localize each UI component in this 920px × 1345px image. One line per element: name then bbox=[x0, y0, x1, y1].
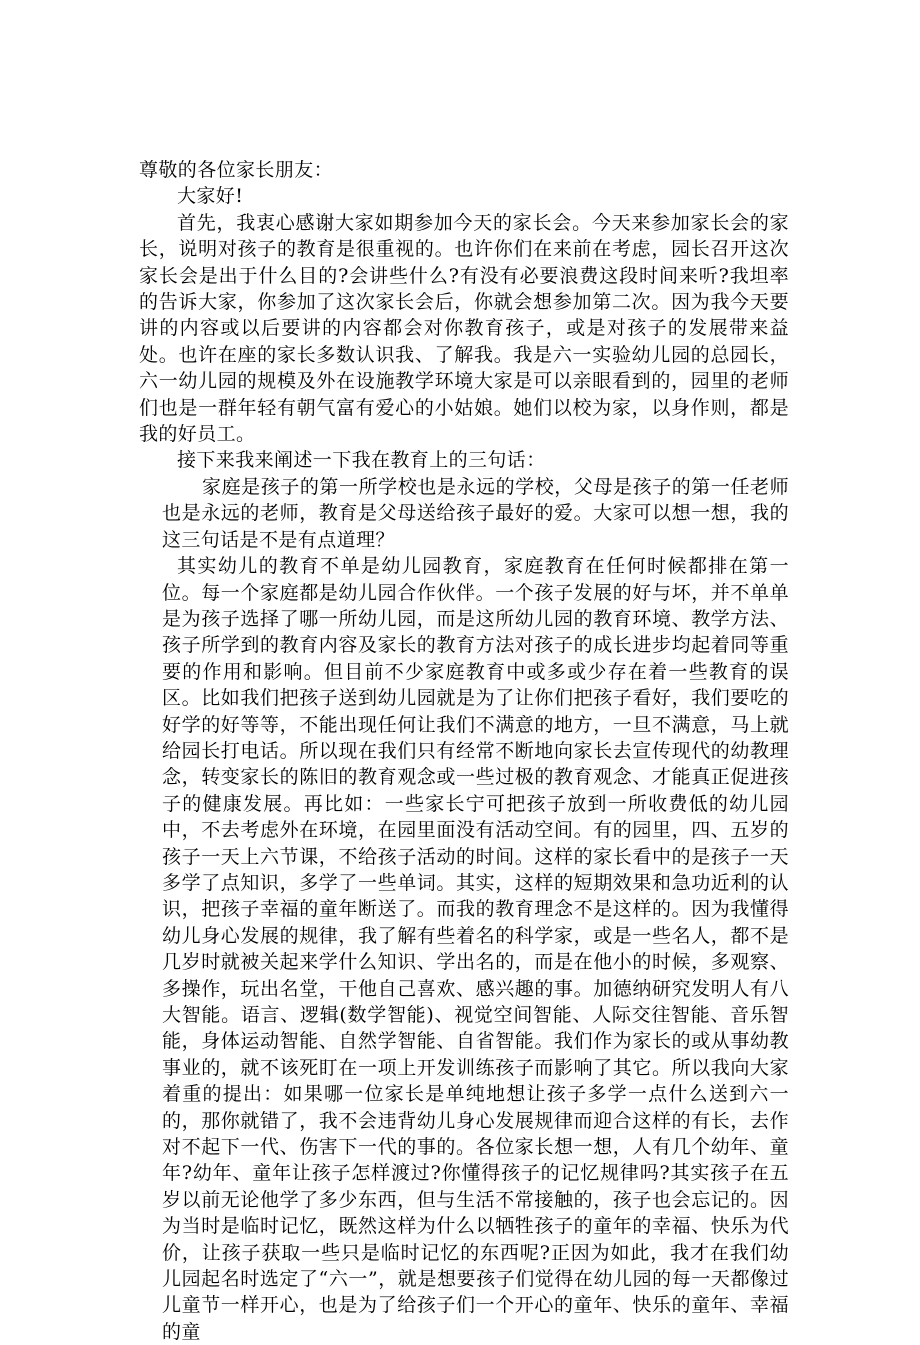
paragraph-three-sentences-quote: 家庭是孩子的第一所学校也是永远的学校，父母是孩子的第一任老师也是永远的老师，教育是父母送给孩子最好的爱。大家可以想一想，我的这三句话是不是有点道理？ bbox=[162, 475, 789, 551]
greeting-line: 尊敬的各位家长朋友： bbox=[139, 159, 334, 181]
paragraph-education-philosophy: 其实幼儿的教育不单是幼儿园教育，家庭教育在任何时候都排在第一位。每一个家庭都是幼儿园合作伙伴。一个孩子发展的好与坏，并不单单是为孩子选择了哪一所幼儿园，而是这所幼儿园的教育环境、教学方法、孩子所学到的教育内容及家长的教育方法对孩子的成长进步均起着同等重要的作用和影响。但目前不少家庭教育中或多或少存在着一些教育的误区。比如我们把孩子送到幼儿园就是为了让你们把孩子看好，我们要吃的好学的好等等，不能出现任何让我们不满意的地方，一旦不满意，马上就给园长打电话。所以现在我们只有经常不断地向家长去宣传现代的幼教理念，转变家长的陈旧的教育观念或一些过极的教育观念、才能真正促进孩子的健康发展。再比如：一些家长宁可把孩子放到一所收费低的幼儿园中，不去考虑外在环境，在园里面没有活动空间。有的园里，四、五岁的孩子一天上六节课，不给孩子活动的时间。这样的家长看中的是孩子一天多学了点知识，多学了一些单词。其实，这样的短期效果和急功近利的认识，把孩子幸福的童年断送了。而我的教育理念不是这样的。因为我懂得幼儿身心发展的规律，我了解有些着名的科学家，或是一些名人，都不是几岁时就被关起来学什么知识、学出名的，而是在他小的时候，多观察、多操作，玩出名堂，干他自己喜欢、感兴趣的事。加德纳研究发明人有八大智能。语言、逻辑(数学智能)、视觉空间智能、人际交往智能、音乐智能，身体运动智能、自然学智能、自省智能。我们作为家长的或从事幼教事业的，就不该死盯在一项上开发训练孩子而影响了其它。所以我向大家着重的提出：如果哪一位家长是单纯地想让孩子多学一点什么送到六一的，那你就错了，我不会违背幼儿身心发展规律而迎合这样的有长，去作对不起下一代、伤害下一代的事的。各位家长想一想，人有几个幼年、童年?幼年、童年让孩子怎样渡过?你懂得孩子的记忆规律吗?其实孩子在五岁以前无论他学了多少东西，但与生活不常接触的，孩子也会忘记的。因为当时是临时记忆，既然这样为什么以牺牲孩子的童年的幸福、快乐为代价，让孩子获取一些只是临时记忆的东西呢?正因为如此，我才在我们幼儿园起名时选定了“六一”，就是想要孩子们觉得在幼儿园的每一天都像过儿童节一样开心，也是为了给孩子们一个开心的童年、快乐的童年、幸福的童 bbox=[162, 555, 789, 1343]
hello-line: 大家好! bbox=[177, 185, 244, 208]
paragraph-introduction: 首先，我衷心感谢大家如期参加今天的家长会。今天来参加家长会的家长，说明对孩子的教育是很重视的。也许你们在来前在考虑，园长召开这次家长会是出于什么目的?会讲些什么?有没有必要浪费这段时间来听?我坦率的告诉大家，你参加了这次家长会后，你就会想参加第二次。因为我今天要讲的内容或以后要讲的内容都会对你教育孩子，或是对孩子的发展带来益处。也许在座的家长多数认识我、了解我。我是六一实验幼儿园的总园长，六一幼儿园的规模及外在设施教学环境大家是可以亲眼看到的，园里的老师们也是一群年轻有朝气富有爱心的小姑娘。她们以校为家，以身作则，都是我的好员工。 bbox=[139, 211, 789, 446]
speech-text-body bbox=[139, 157, 789, 1345]
paragraph-three-sentences-intro: 接下来我来阐述一下我在教育上的三句话： bbox=[177, 449, 546, 472]
